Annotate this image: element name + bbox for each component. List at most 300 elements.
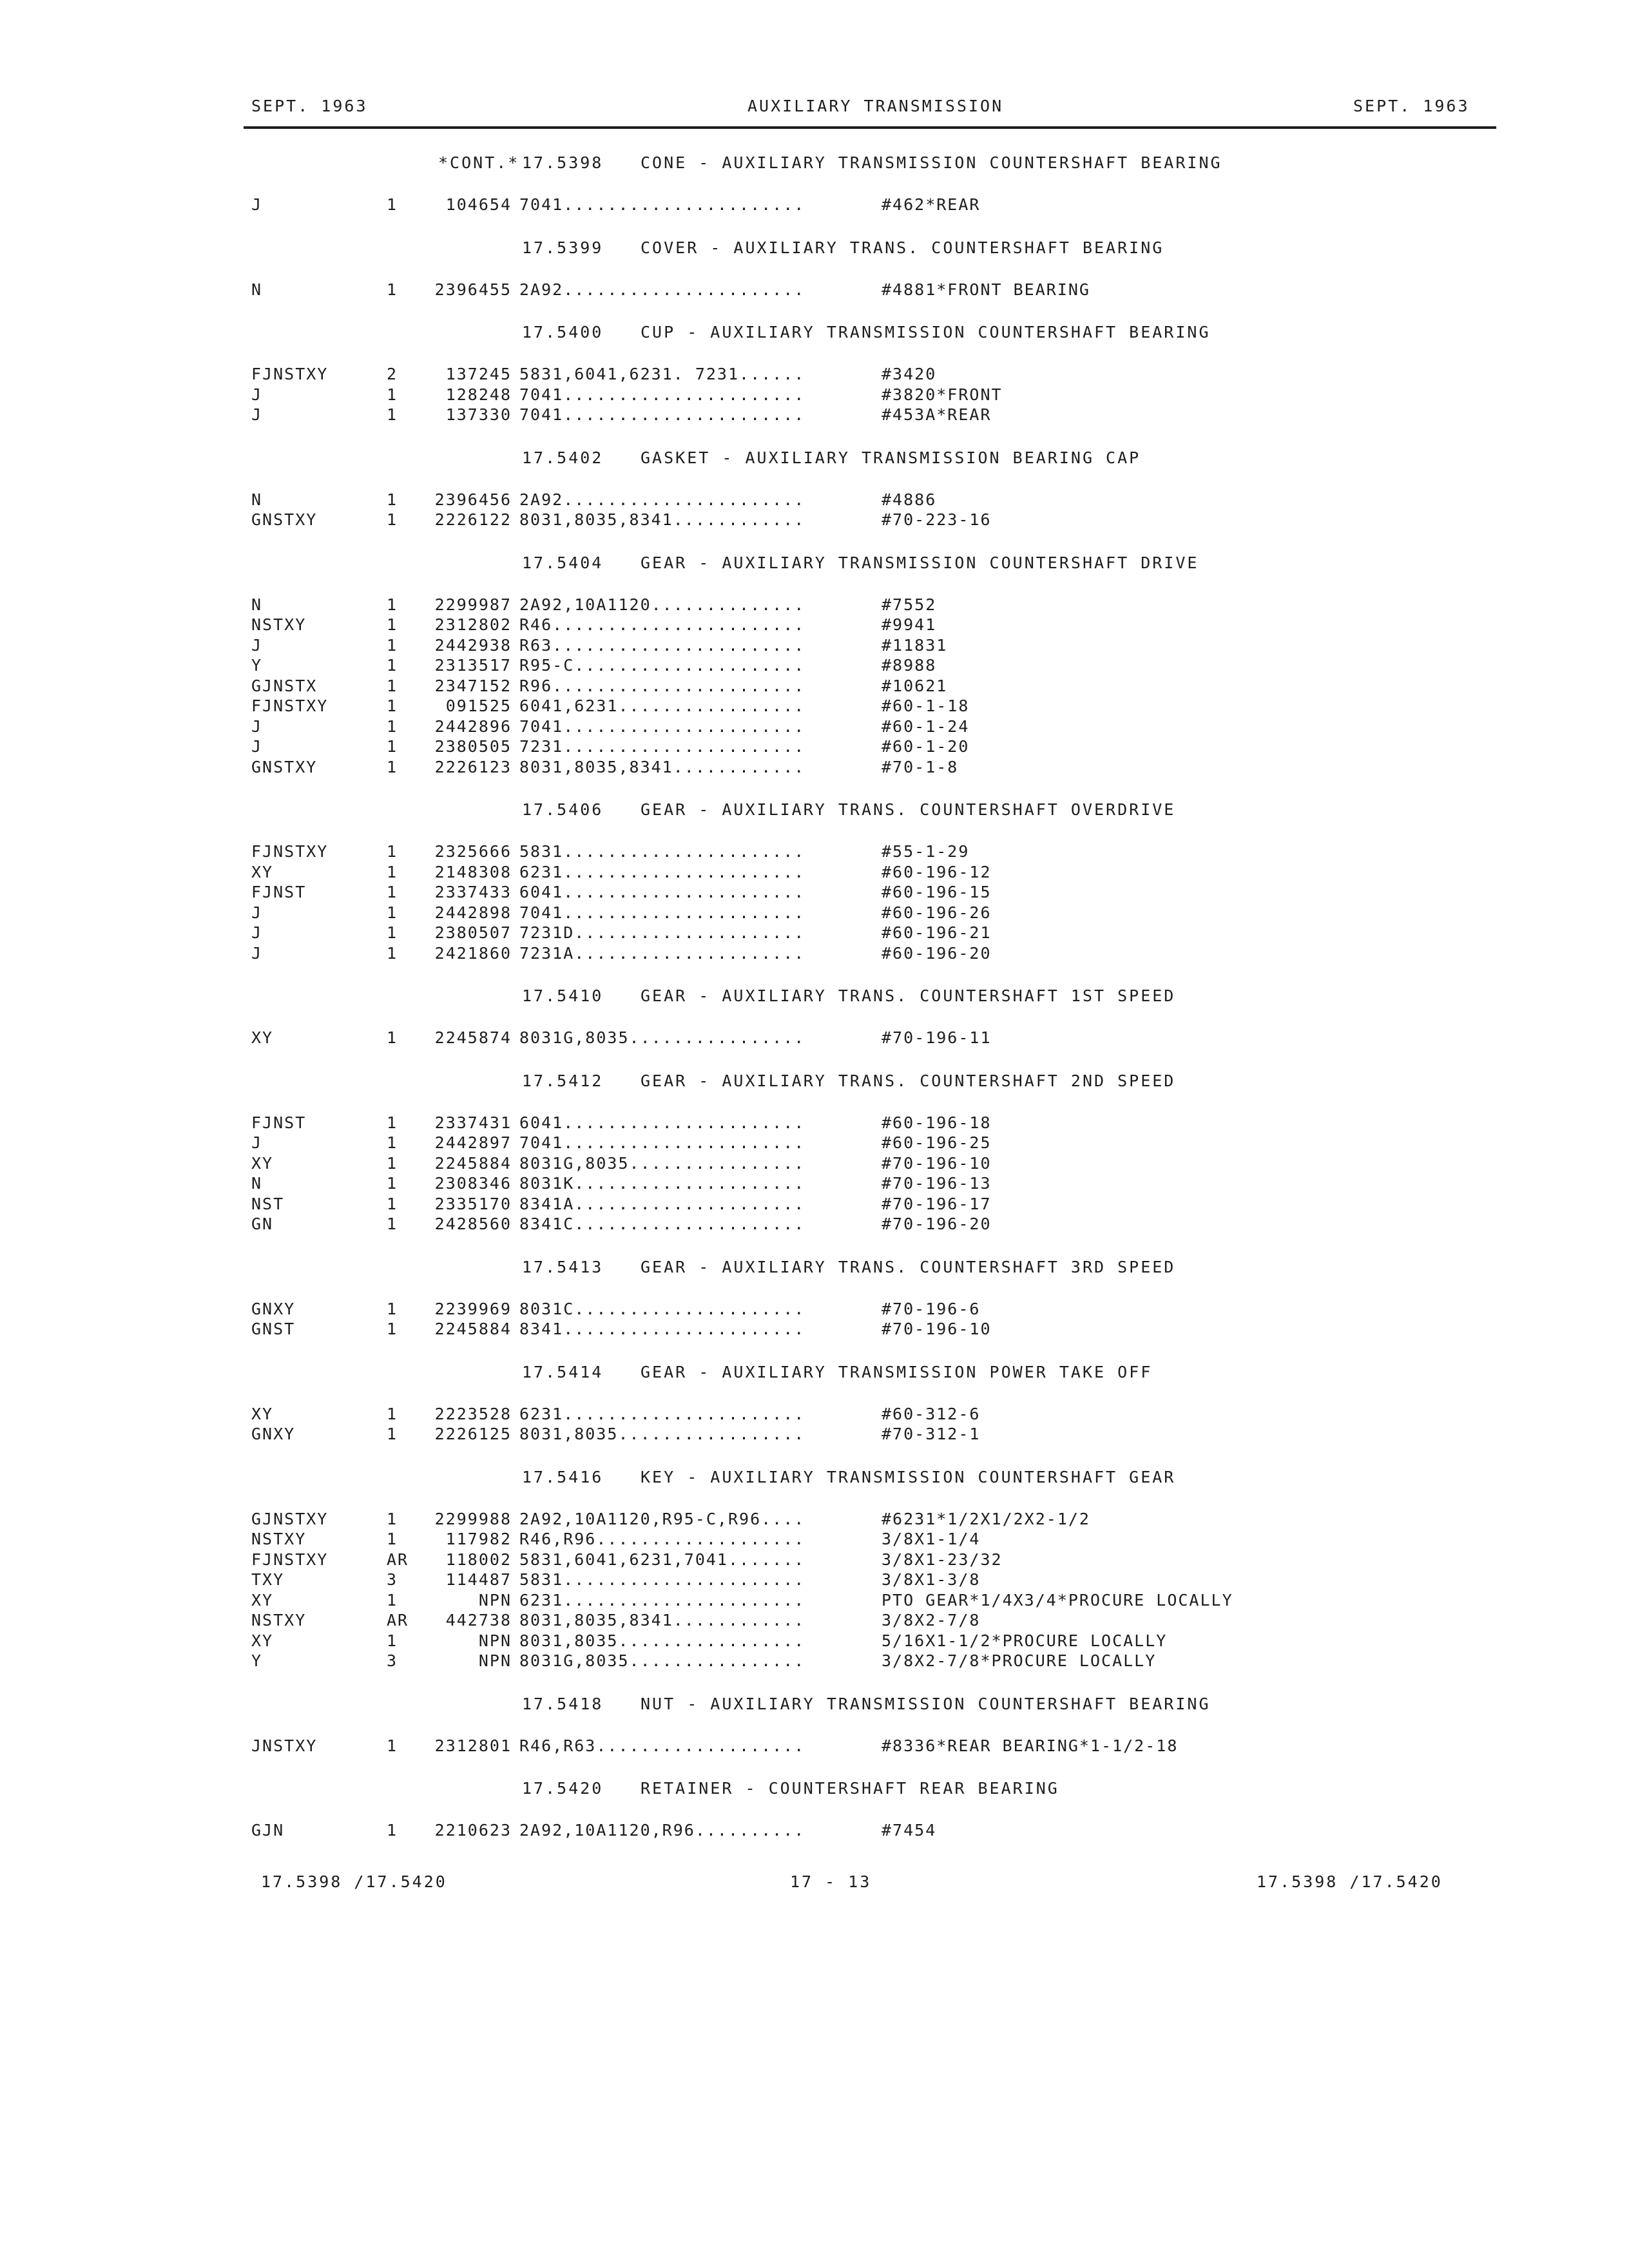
- parts-list: [251, 152, 1463, 1863]
- part-number: 2421860: [434, 943, 512, 963]
- model-code: N: [251, 280, 263, 299]
- model-code: NST: [251, 1194, 285, 1213]
- part-number: 2245874: [434, 1028, 512, 1047]
- table-row: [251, 1153, 1463, 1174]
- quantity: 1: [387, 1028, 398, 1047]
- application: 7041......................: [519, 716, 805, 736]
- footer-page-number: 17 - 13: [790, 1872, 872, 1891]
- model-code: J: [251, 716, 263, 736]
- header-title: AUXILIARY TRANSMISSION: [747, 97, 1004, 115]
- table-row: [251, 862, 1463, 883]
- model-code: J: [251, 195, 263, 214]
- part-number: NPN: [478, 1631, 512, 1650]
- reference: #70-196-17: [882, 1194, 992, 1213]
- quantity: 1: [387, 757, 398, 776]
- section-title: [522, 799, 1463, 821]
- quantity: 1: [387, 676, 398, 695]
- part-number: NPN: [478, 1590, 512, 1610]
- reference: #70-196-20: [882, 1215, 992, 1233]
- model-code: J: [251, 385, 263, 404]
- quantity: 1: [387, 923, 398, 942]
- reference: 3/8X1-23/32: [882, 1550, 1003, 1569]
- model-code: FJNSTXY: [251, 365, 329, 383]
- reference: #3820*FRONT: [882, 385, 1003, 404]
- model-code: GJN: [251, 1821, 285, 1840]
- quantity: 1: [387, 1153, 398, 1173]
- section-title: [522, 552, 1463, 574]
- part-number: 2428560: [434, 1215, 512, 1233]
- section-number: 17.5406: [522, 800, 604, 819]
- reference: #462*REAR: [882, 195, 981, 214]
- table-row: [251, 1570, 1463, 1590]
- section-17-5412: [251, 1070, 1463, 1235]
- model-code: XY: [251, 1153, 274, 1173]
- part-number: 2299988: [434, 1509, 512, 1528]
- reference: #7454: [882, 1821, 937, 1840]
- application: 7041......................: [519, 405, 805, 424]
- section-number: 17.5400: [522, 323, 604, 341]
- application: 7231D.....................: [519, 923, 805, 942]
- table-row: [251, 1404, 1463, 1425]
- quantity: AR: [387, 1611, 409, 1629]
- model-code: Y: [251, 1651, 263, 1670]
- section-title: [522, 1778, 1463, 1800]
- model-code: J: [251, 737, 263, 756]
- quantity: 1: [387, 1509, 398, 1528]
- reference: #7552: [882, 595, 937, 614]
- application: 5831......................: [519, 1570, 805, 1589]
- part-number: 442738: [445, 1611, 512, 1629]
- reference: #60-196-20: [882, 943, 992, 963]
- part-number: 2442897: [434, 1133, 512, 1152]
- part-number: 128248: [445, 385, 512, 404]
- application: 7231A.....................: [519, 943, 805, 963]
- section-description: GEAR - AUXILIARY TRANS. COUNTERSHAFT 2ND SPEED: [641, 1071, 1176, 1090]
- part-number: 137330: [445, 405, 512, 424]
- part-number: 2223528: [434, 1404, 512, 1423]
- table-row: [251, 1590, 1463, 1611]
- model-code: N: [251, 595, 263, 614]
- application: 2A92,10A1120,R95-C,R96....: [519, 1509, 805, 1528]
- application: 8031G,8035................: [519, 1028, 805, 1047]
- section-description: GEAR - AUXILIARY TRANS. COUNTERSHAFT 3RD SPEED: [641, 1257, 1176, 1276]
- section-number: 17.5416: [522, 1467, 604, 1486]
- section-description: NUT - AUXILIARY TRANSMISSION COUNTERSHAFT BEARING: [641, 1694, 1211, 1713]
- part-number: 2442898: [434, 903, 512, 922]
- table-row: [251, 1509, 1463, 1530]
- reference: 3/8X1-3/8: [882, 1570, 981, 1589]
- section-17-5413: [251, 1256, 1463, 1340]
- reference: 3/8X1-1/4: [882, 1530, 981, 1548]
- model-code: J: [251, 903, 263, 922]
- model-code: GNXY: [251, 1425, 296, 1443]
- reference: #4886: [882, 490, 937, 509]
- application: R95-C.....................: [519, 656, 805, 675]
- section-title: [522, 1361, 1463, 1383]
- part-number: 091525: [445, 697, 512, 715]
- model-code: XY: [251, 1590, 274, 1610]
- application: R46,R96...................: [519, 1530, 805, 1548]
- application: 8031,8035,8341............: [519, 1611, 805, 1629]
- table-row: [251, 1610, 1463, 1631]
- quantity: 1: [387, 1174, 398, 1193]
- section-17-5400: [251, 322, 1463, 425]
- model-code: J: [251, 923, 263, 942]
- section-title: [522, 1693, 1463, 1715]
- table-row: [251, 490, 1463, 510]
- reference: 3/8X2-7/8: [882, 1611, 981, 1629]
- reference: #60-312-6: [882, 1404, 981, 1423]
- table-row: [251, 1736, 1463, 1756]
- reference: #70-196-11: [882, 1028, 992, 1047]
- table-row: [251, 1550, 1463, 1570]
- part-number: 2313517: [434, 656, 512, 675]
- model-code: NSTXY: [251, 1530, 307, 1548]
- part-number: 2245884: [434, 1153, 512, 1173]
- quantity: 3: [387, 1651, 398, 1670]
- reference: #60-196-18: [882, 1113, 992, 1132]
- application: 2A92,10A1120,R96..........: [519, 1821, 805, 1840]
- part-number: 2226122: [434, 510, 512, 529]
- section-title: [522, 447, 1463, 469]
- table-row: [251, 1133, 1463, 1153]
- application: 8031,8035.................: [519, 1425, 805, 1443]
- section-number: 17.5404: [522, 553, 604, 572]
- part-number: NPN: [478, 1651, 512, 1670]
- model-code: GJNSTX: [251, 676, 318, 695]
- part-number: 2299987: [434, 595, 512, 614]
- application: 7041......................: [519, 1133, 805, 1152]
- table-row: [251, 510, 1463, 530]
- quantity: 1: [387, 1821, 398, 1840]
- table-row: [251, 1299, 1463, 1320]
- part-number: 2396455: [434, 280, 512, 299]
- section-description: GEAR - AUXILIARY TRANS. COUNTERSHAFT 1ST SPEED: [641, 986, 1176, 1005]
- table-row: [251, 595, 1463, 615]
- model-code: FJNSTXY: [251, 842, 329, 861]
- reference: #4881*FRONT BEARING: [882, 280, 1090, 299]
- application: 6041......................: [519, 883, 805, 901]
- table-row: [251, 1173, 1463, 1194]
- reference: #70-1-8: [882, 757, 959, 776]
- application: 2A92......................: [519, 280, 805, 299]
- part-number: 2337431: [434, 1113, 512, 1132]
- reference: PTO GEAR*1/4X3/4*PROCURE LOCALLY: [882, 1590, 1233, 1610]
- table-row: [251, 655, 1463, 676]
- table-row: [251, 1820, 1463, 1841]
- model-code: XY: [251, 1028, 274, 1047]
- section-17-5416: [251, 1466, 1463, 1671]
- table-row: [251, 195, 1463, 215]
- reference: #6231*1/2X1/2X2-1/2: [882, 1509, 1090, 1528]
- section-title: [522, 1256, 1463, 1278]
- quantity: 1: [387, 883, 398, 901]
- reference: #3420: [882, 365, 937, 383]
- section-title: [522, 1070, 1463, 1092]
- quantity: 1: [387, 1631, 398, 1650]
- part-number: 2380505: [434, 737, 512, 756]
- reference: #453A*REAR: [882, 405, 992, 424]
- reference: #10621: [882, 676, 948, 695]
- application: R96.......................: [519, 676, 805, 695]
- section-number: 17.5413: [522, 1257, 604, 1276]
- model-code: FJNSTXY: [251, 697, 329, 715]
- application: 2A92......................: [519, 490, 805, 509]
- model-code: XY: [251, 1404, 274, 1423]
- section-title: [522, 1466, 1463, 1488]
- quantity: 2: [387, 365, 398, 383]
- part-number: 2226123: [434, 757, 512, 776]
- part-number: 2380507: [434, 923, 512, 942]
- application: 7231......................: [519, 737, 805, 756]
- application: R46,R63...................: [519, 1736, 805, 1755]
- part-number: 118002: [445, 1550, 512, 1569]
- model-code: JNSTXY: [251, 1736, 318, 1755]
- application: 6231......................: [519, 862, 805, 881]
- table-row: [251, 676, 1463, 697]
- part-number: 117982: [445, 1530, 512, 1548]
- section-description: CUP - AUXILIARY TRANSMISSION COUNTERSHAFT BEARING: [641, 323, 1211, 341]
- model-code: GN: [251, 1215, 274, 1233]
- part-number: 2210623: [434, 1821, 512, 1840]
- table-row: [251, 923, 1463, 943]
- application: 6231......................: [519, 1590, 805, 1610]
- part-number: 2396456: [434, 490, 512, 509]
- section-number: 17.5410: [522, 986, 604, 1005]
- table-row: [251, 405, 1463, 425]
- part-number: 114487: [445, 1570, 512, 1589]
- section-title: [522, 985, 1463, 1007]
- quantity: 1: [387, 1133, 398, 1152]
- table-row: [251, 385, 1463, 405]
- reference: #60-196-15: [882, 883, 992, 901]
- section-number: 17.5420: [522, 1779, 604, 1798]
- model-code: GNSTXY: [251, 757, 318, 776]
- reference: #60-196-25: [882, 1133, 992, 1152]
- header-date-right: SEPT. 1963: [1353, 97, 1470, 115]
- table-row: [251, 1631, 1463, 1651]
- section-prefix: *CONT.*: [438, 153, 520, 172]
- application: 7041......................: [519, 195, 805, 214]
- part-number: 104654: [445, 195, 512, 214]
- part-number: 2312801: [434, 1736, 512, 1755]
- application: 5831,6041,6231. 7231......: [519, 365, 805, 383]
- section-description: GEAR - AUXILIARY TRANSMISSION POWER TAKE OFF: [641, 1362, 1153, 1381]
- application: 8031,8035.................: [519, 1631, 805, 1650]
- application: 5831,6041,6231,7041.......: [519, 1550, 805, 1569]
- section-17-5414: [251, 1361, 1463, 1445]
- section-number: 17.5399: [522, 238, 604, 257]
- application: 8031G,8035................: [519, 1651, 805, 1670]
- reference: #70-196-6: [882, 1299, 981, 1318]
- quantity: 1: [387, 903, 398, 922]
- reference: #8988: [882, 656, 937, 675]
- table-row: [251, 736, 1463, 757]
- table-row: [251, 280, 1463, 300]
- section-number: 17.5418: [522, 1694, 604, 1713]
- reference: #70-196-10: [882, 1153, 992, 1173]
- table-row: [251, 1194, 1463, 1215]
- quantity: 1: [387, 615, 398, 634]
- reference: #60-1-20: [882, 737, 970, 756]
- section-description: GEAR - AUXILIARY TRANSMISSION COUNTERSHAFT DRIVE: [641, 553, 1199, 572]
- footer-range-right: 17.5398 /17.5420: [1257, 1872, 1443, 1891]
- section-17-5418: [251, 1693, 1463, 1756]
- application: 6231......................: [519, 1404, 805, 1423]
- part-number: 2442896: [434, 716, 512, 736]
- model-code: GNST: [251, 1320, 296, 1338]
- application: 5831......................: [519, 842, 805, 861]
- application: 8031,8035,8341............: [519, 757, 805, 776]
- section-title: [438, 152, 1463, 174]
- reference: #60-196-26: [882, 903, 992, 922]
- model-code: GNXY: [251, 1299, 296, 1318]
- table-row: [251, 882, 1463, 903]
- table-row: [251, 841, 1463, 862]
- section-description: GEAR - AUXILIARY TRANS. COUNTERSHAFT OVERDRIVE: [641, 800, 1176, 819]
- table-row: [251, 696, 1463, 716]
- table-row: [251, 615, 1463, 635]
- reference: 5/16X1-1/2*PROCURE LOCALLY: [882, 1631, 1168, 1650]
- quantity: 1: [387, 1404, 398, 1423]
- section-number: 17.5402: [522, 448, 604, 467]
- part-number: 2226125: [434, 1425, 512, 1443]
- model-code: J: [251, 405, 263, 424]
- quantity: 1: [387, 1530, 398, 1548]
- quantity: 1: [387, 1215, 398, 1233]
- quantity: 1: [387, 1736, 398, 1755]
- quantity: 1: [387, 1299, 398, 1318]
- part-number: 2148308: [434, 862, 512, 881]
- quantity: 1: [387, 716, 398, 736]
- section-number: 17.5414: [522, 1362, 604, 1381]
- section-17-5399: [251, 237, 1463, 300]
- section-number: 17.5398: [522, 153, 604, 172]
- reference: #60-196-12: [882, 862, 992, 881]
- part-number: 2347152: [434, 676, 512, 695]
- model-code: FJNSTXY: [251, 1550, 329, 1569]
- model-code: J: [251, 635, 263, 655]
- quantity: 1: [387, 280, 398, 299]
- section-description: CONE - AUXILIARY TRANSMISSION COUNTERSHAFT BEARING: [641, 153, 1222, 172]
- section-number: 17.5412: [522, 1071, 604, 1090]
- reference: #60-1-24: [882, 716, 970, 736]
- model-code: XY: [251, 862, 274, 881]
- table-row: [251, 1028, 1463, 1048]
- reference: #60-1-18: [882, 697, 970, 715]
- part-number: 2335170: [434, 1194, 512, 1213]
- reference: #60-196-21: [882, 923, 992, 942]
- model-code: FJNST: [251, 1113, 307, 1132]
- section-title: [522, 237, 1463, 259]
- reference: #11831: [882, 635, 948, 655]
- application: R63.......................: [519, 635, 805, 655]
- quantity: 1: [387, 195, 398, 214]
- application: 6041......................: [519, 1113, 805, 1132]
- reference: #70-223-16: [882, 510, 992, 529]
- quantity: 1: [387, 1194, 398, 1213]
- footer-range-left: 17.5398 /17.5420: [261, 1872, 447, 1891]
- application: R46.......................: [519, 615, 805, 634]
- table-row: [251, 1424, 1463, 1445]
- section-description: COVER - AUXILIARY TRANS. COUNTERSHAFT BEARING: [641, 238, 1164, 257]
- table-row: [251, 1214, 1463, 1235]
- section-17-5410: [251, 985, 1463, 1048]
- model-code: J: [251, 943, 263, 963]
- quantity: AR: [387, 1550, 409, 1569]
- reference: #8336*REAR BEARING*1-1/2-18: [882, 1736, 1179, 1755]
- table-row: [251, 1319, 1463, 1340]
- part-number: 2312802: [434, 615, 512, 634]
- quantity: 1: [387, 842, 398, 861]
- section-17-5404: [251, 552, 1463, 778]
- model-code: FJNST: [251, 883, 307, 901]
- section-17-5420: [251, 1778, 1463, 1841]
- model-code: N: [251, 1174, 263, 1193]
- application: 8341......................: [519, 1320, 805, 1338]
- model-code: TXY: [251, 1570, 285, 1589]
- application: 7041......................: [519, 385, 805, 404]
- section-title: [522, 322, 1463, 343]
- quantity: 1: [387, 510, 398, 529]
- reference: #70-196-10: [882, 1320, 992, 1338]
- table-row: [251, 635, 1463, 656]
- part-number: 2442938: [434, 635, 512, 655]
- section-17-5398: [251, 152, 1463, 215]
- section-description: KEY - AUXILIARY TRANSMISSION COUNTERSHAFT GEAR: [641, 1467, 1176, 1486]
- header-date-left: SEPT. 1963: [251, 97, 368, 115]
- application: 8341A.....................: [519, 1194, 805, 1213]
- quantity: 1: [387, 385, 398, 404]
- section-description: RETAINER - COUNTERSHAFT REAR BEARING: [641, 1779, 1059, 1798]
- quantity: 1: [387, 405, 398, 424]
- model-code: N: [251, 490, 263, 509]
- quantity: 1: [387, 635, 398, 655]
- model-code: Y: [251, 656, 263, 675]
- model-code: J: [251, 1133, 263, 1152]
- quantity: 1: [387, 943, 398, 963]
- table-row: [251, 716, 1463, 737]
- application: 6041,6231.................: [519, 697, 805, 715]
- model-code: GJNSTXY: [251, 1509, 329, 1528]
- quantity: 1: [387, 862, 398, 881]
- part-number: 2325666: [434, 842, 512, 861]
- application: 8031G,8035................: [519, 1153, 805, 1173]
- reference: #70-312-1: [882, 1425, 981, 1443]
- quantity: 1: [387, 1425, 398, 1443]
- section-description: GASKET - AUXILIARY TRANSMISSION BEARING CAP: [641, 448, 1141, 467]
- part-number: 2245884: [434, 1320, 512, 1338]
- quantity: 1: [387, 490, 398, 509]
- reference: #9941: [882, 615, 937, 634]
- quantity: 1: [387, 697, 398, 715]
- header-rule: [244, 126, 1496, 129]
- model-code: GNSTXY: [251, 510, 318, 529]
- table-row: [251, 1651, 1463, 1671]
- part-number: 2337433: [434, 883, 512, 901]
- quantity: 1: [387, 595, 398, 614]
- model-code: XY: [251, 1631, 274, 1650]
- quantity: 1: [387, 656, 398, 675]
- section-17-5402: [251, 447, 1463, 530]
- table-row: [251, 943, 1463, 964]
- part-number: 137245: [445, 365, 512, 383]
- reference: #70-196-13: [882, 1174, 992, 1193]
- reference: 3/8X2-7/8*PROCURE LOCALLY: [882, 1651, 1157, 1670]
- part-number: 2308346: [434, 1174, 512, 1193]
- quantity: 3: [387, 1570, 398, 1589]
- table-row: [251, 1113, 1463, 1133]
